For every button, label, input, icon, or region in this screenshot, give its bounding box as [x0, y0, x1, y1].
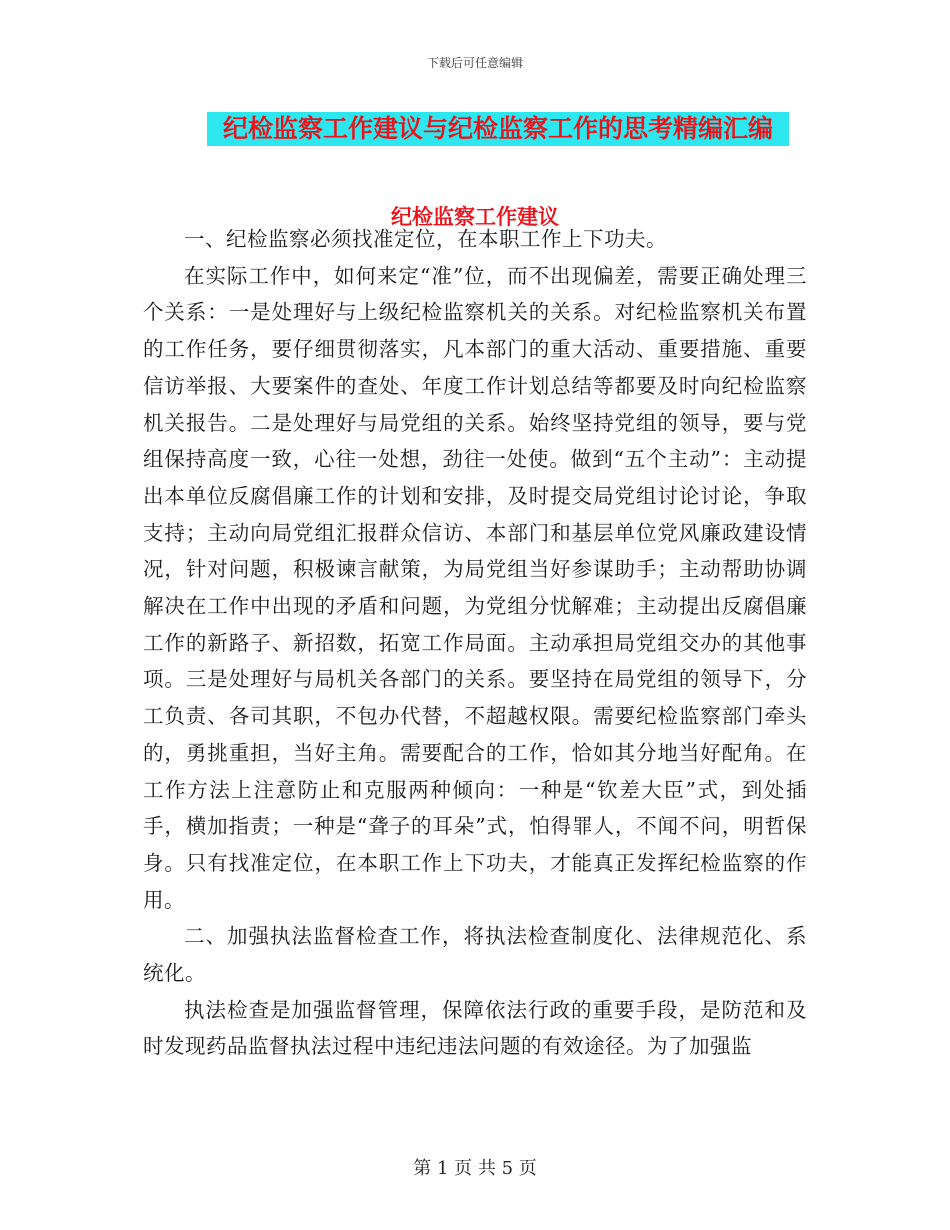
page-footer: 第 1 页 共 5 页	[413, 1158, 537, 1179]
document-body	[143, 221, 807, 1065]
section-title: 纪检监察工作建议	[391, 204, 559, 229]
paragraph-4: 执法检查是加强监督管理，保障依法行政的重要手段，是防范和及时发现药品监督执法过程中违纪违法问题的有效途径。为了加强监	[143, 997, 807, 1059]
document-title: 纪检监察工作建议与纪检监察工作的思考精编汇编	[207, 112, 789, 146]
page-header-note: 下载后可任意编辑	[426, 56, 523, 70]
paragraph-2: 在实际工作中，如何来定“准”位，而不出现偏差，需要正确处理三个关系：一是处理好与上级纪检监察机关的关系。对纪检监察机关布置的工作任务，要仔细贯彻落实，凡本部门的重大活动、重要措施、重要信访举报、大要案件的查处、年度工作计划总结等都要及时向纪检监察机关报告。二是处理好与局党组的关系。始终坚持党组的领导，要与党组保持高度一致，心往一处想，劲往一处使。做到“五个主动”：主动提出本单位反腐倡廉工作的计划和安排，及时提交局党组讨论讨论，争取支持；主动向局党组汇报群众信访、本部门和基层单位党风廉政建设情况，针对问题，积极谏言献策，为局党组当好参谋助手；主动帮助协调解决在工作中出现的矛盾和问题，为党组分忧解难；主动提出反腐倡廉工作的新路子、新招数，拓宽工作局面。主动承担局党组交办的其他事项。三是处理好与局机关各部门的关系。要坚持在局党组的领导下，分工负责、各司其职，不包办代替，不超越权限。需要纪检监察部门牵头的，勇挑重担，当好主角。需要配合的工作，恰如其分地当好配角。在工作方法上注意防止和克服两种倾向：一种是“钦差大臣”式，到处插手，横加指责；一种是“聋子的耳朵”式，怕得罪人，不闻不问，明哲保身。只有找准定位，在本职工作上下功夫，才能真正发挥纪检监察的作用。	[143, 263, 807, 912]
paragraph-1: 一、纪检监察必须找准定位，在本职工作上下功夫。	[184, 227, 667, 251]
paragraph-3: 二、加强执法监督检查工作，将执法检查制度化、法律规范化、系统化。	[143, 924, 807, 986]
